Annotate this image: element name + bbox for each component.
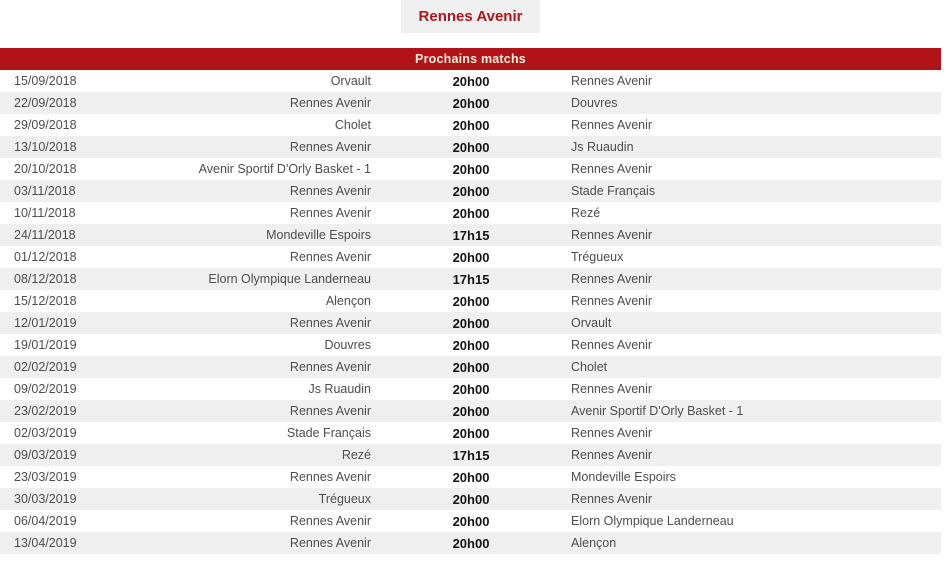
- table-row: [0, 268, 941, 290]
- match-date-cell: 02/02/2019: [14, 360, 77, 374]
- match-time-cell: 20h00: [452, 117, 490, 133]
- away-team-cell: Rennes Avenir: [571, 294, 653, 308]
- away-team-cell: Alençon: [571, 536, 617, 550]
- match-date-cell: 24/11/2018: [14, 228, 76, 242]
- table-row: [0, 466, 941, 488]
- match-date-cell: 06/04/2019: [14, 514, 77, 528]
- match-time-cell: 20h00: [452, 139, 490, 155]
- home-team-cell: Avenir Sportif D'Orly Basket - 1: [198, 162, 371, 176]
- match-date-cell: 08/12/2018: [14, 272, 77, 286]
- away-team-cell: Douvres: [571, 96, 618, 110]
- home-team-cell: Trégueux: [318, 492, 371, 506]
- away-team-cell: Rezé: [571, 206, 601, 220]
- match-date-cell: 23/02/2019: [14, 404, 77, 418]
- match-date-cell: 30/03/2019: [14, 492, 77, 506]
- match-time-cell: 20h00: [452, 469, 490, 485]
- table-row: [0, 400, 941, 422]
- match-date-cell: 01/12/2018: [14, 250, 77, 264]
- home-team-cell: Rennes Avenir: [289, 316, 371, 330]
- away-team-cell: Orvault: [571, 316, 612, 330]
- home-team-cell: Js Ruaudin: [308, 382, 371, 396]
- home-team-cell: Rennes Avenir: [289, 250, 371, 264]
- away-team-cell: Rennes Avenir: [571, 228, 653, 242]
- table-row: [0, 92, 941, 114]
- table-row: [0, 444, 941, 466]
- table-row: [0, 312, 941, 334]
- match-date-cell: 15/09/2018: [14, 74, 77, 88]
- home-team-cell: Rennes Avenir: [289, 536, 371, 550]
- home-team-cell: Rennes Avenir: [289, 184, 371, 198]
- match-date-cell: 12/01/2019: [14, 316, 77, 330]
- table-row: [0, 70, 941, 92]
- home-team-cell: Rennes Avenir: [289, 514, 371, 528]
- match-time-cell: 20h00: [452, 95, 490, 111]
- home-team-cell: Rennes Avenir: [289, 360, 371, 374]
- away-team-cell: Rennes Avenir: [571, 272, 653, 286]
- away-team-cell: Rennes Avenir: [571, 382, 653, 396]
- match-time-cell: 20h00: [452, 73, 490, 89]
- table-row: [0, 136, 941, 158]
- home-team-cell: Rennes Avenir: [289, 404, 371, 418]
- match-time-cell: 20h00: [452, 293, 490, 309]
- away-team-cell: Rennes Avenir: [571, 492, 653, 506]
- match-date-cell: 20/10/2018: [14, 162, 77, 176]
- match-time-cell: 20h00: [452, 315, 490, 331]
- away-team-cell: Trégueux: [571, 250, 624, 264]
- away-team-cell: Rennes Avenir: [571, 426, 653, 440]
- home-team-cell: Douvres: [324, 338, 371, 352]
- home-team-cell: Mondeville Espoirs: [266, 228, 371, 242]
- upcoming-matches-header: Prochains matchs: [0, 48, 941, 70]
- match-time-cell: 20h00: [452, 249, 490, 265]
- match-time-cell: 20h00: [452, 161, 490, 177]
- table-row: [0, 224, 941, 246]
- match-date-cell: 02/03/2019: [14, 426, 77, 440]
- away-team-cell: Avenir Sportif D'Orly Basket - 1: [571, 404, 744, 418]
- away-team-cell: Cholet: [571, 360, 608, 374]
- table-row: [0, 202, 941, 224]
- match-date-cell: 10/11/2018: [14, 206, 76, 220]
- home-team-cell: Rennes Avenir: [289, 140, 371, 154]
- home-team-cell: Cholet: [334, 118, 371, 132]
- away-team-cell: Elorn Olympique Landerneau: [571, 514, 734, 528]
- away-team-cell: Rennes Avenir: [571, 162, 653, 176]
- match-time-cell: 20h00: [452, 359, 490, 375]
- home-team-cell: Stade Français: [286, 426, 371, 440]
- table-row: [0, 378, 941, 400]
- table-row: [0, 532, 941, 554]
- match-date-cell: 13/04/2019: [14, 536, 77, 550]
- match-date-cell: 23/03/2019: [14, 470, 77, 484]
- match-date-cell: 09/02/2019: [14, 382, 77, 396]
- table-row: [0, 356, 941, 378]
- away-team-cell: Stade Français: [571, 184, 656, 198]
- match-time-cell: 17h15: [452, 227, 490, 243]
- team-title: Rennes Avenir: [401, 0, 541, 33]
- match-date-cell: 15/12/2018: [14, 294, 77, 308]
- away-team-cell: Mondeville Espoirs: [571, 470, 676, 484]
- table-row: [0, 510, 941, 532]
- home-team-cell: Orvault: [330, 74, 371, 88]
- table-row: [0, 488, 941, 510]
- table-row: [0, 180, 941, 202]
- match-time-cell: 20h00: [452, 205, 490, 221]
- away-team-cell: Rennes Avenir: [571, 338, 653, 352]
- title-container: [0, 0, 941, 33]
- table-row: [0, 422, 941, 444]
- table-row: [0, 114, 941, 136]
- match-date-cell: 29/09/2018: [14, 118, 77, 132]
- table-row: [0, 246, 941, 268]
- match-date-cell: 22/09/2018: [14, 96, 77, 110]
- table-row: [0, 290, 941, 312]
- match-time-cell: 20h00: [452, 381, 490, 397]
- away-team-cell: Js Ruaudin: [571, 140, 634, 154]
- home-team-cell: Rennes Avenir: [289, 206, 371, 220]
- match-time-cell: 20h00: [452, 183, 490, 199]
- match-time-cell: 20h00: [452, 403, 490, 419]
- match-time-cell: 17h15: [452, 447, 490, 463]
- away-team-cell: Rennes Avenir: [571, 118, 653, 132]
- table-row: [0, 334, 941, 356]
- match-time-cell: 20h00: [452, 491, 490, 507]
- home-team-cell: Elorn Olympique Landerneau: [208, 272, 371, 286]
- match-time-cell: 20h00: [452, 513, 490, 529]
- home-team-cell: Rennes Avenir: [289, 470, 371, 484]
- match-date-cell: 03/11/2018: [14, 184, 76, 198]
- home-team-cell: Rennes Avenir: [289, 96, 371, 110]
- home-team-cell: Rezé: [341, 448, 371, 462]
- home-team-cell: Alençon: [325, 294, 371, 308]
- match-time-cell: 20h00: [452, 425, 490, 441]
- away-team-cell: Rennes Avenir: [571, 448, 653, 462]
- match-time-cell: 20h00: [452, 535, 490, 551]
- away-team-cell: Rennes Avenir: [571, 74, 653, 88]
- match-date-cell: 09/03/2019: [14, 448, 77, 462]
- match-date-cell: 19/01/2019: [14, 338, 77, 352]
- matches-table-body: [0, 70, 941, 554]
- match-time-cell: 20h00: [452, 337, 490, 353]
- match-date-cell: 13/10/2018: [14, 140, 77, 154]
- match-time-cell: 17h15: [452, 271, 490, 287]
- table-row: [0, 158, 941, 180]
